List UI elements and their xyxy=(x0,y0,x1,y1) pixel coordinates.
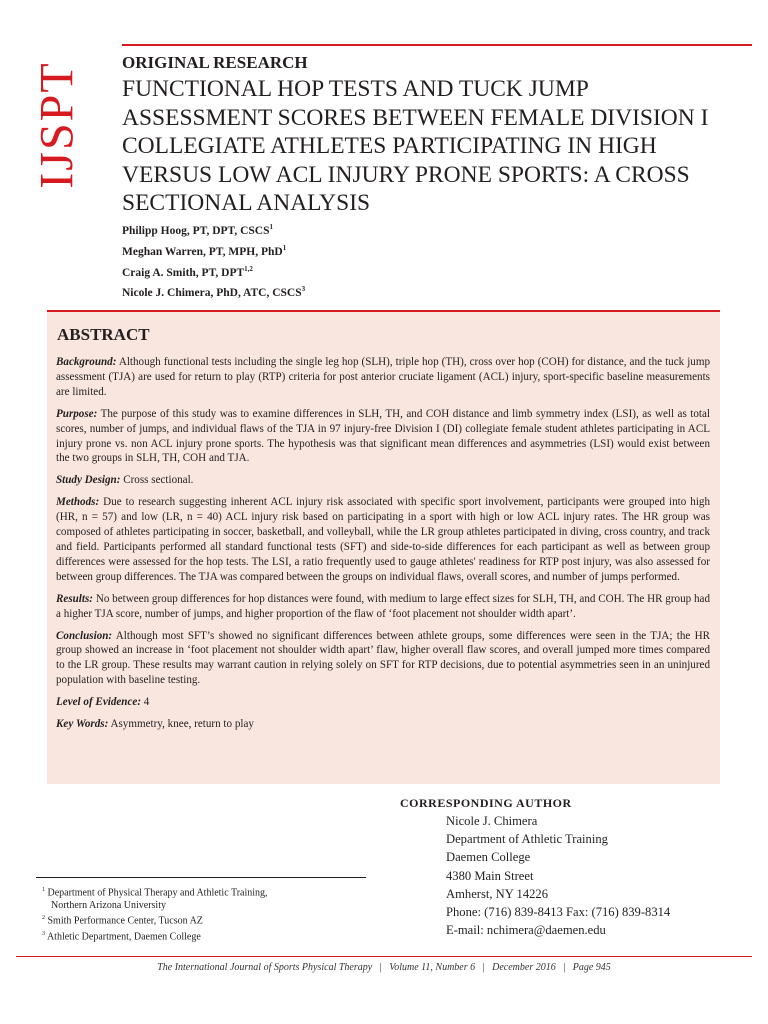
abstract-results: Results: No between group differences for hop distances were found, with medium to large effect sizes for SLH, TH, and COH. The HR group had a higher TJA score, number of jumps, and higher proportion of the flaw of ‘foot placement not shoulder width apart’. xyxy=(56,592,710,620)
address-line: Daemen College xyxy=(446,850,531,865)
footer-date: December 2016 xyxy=(492,962,556,973)
abstract-conclusion: Conclusion: Although most SFT’s showed no significant differences between athlete groups, some differences were seen in the TJA; the HR group showed an increase in ‘foot placement not shoulder width apart’ flaw, higher overall flaw scores, and overall jumped more times compared to the LR group. These results may warrant caution in relying solely on SFT for RTP decisions, due to potential asymmetries seen in an uninjured population with baseline testing. xyxy=(56,629,710,687)
footnote-rule xyxy=(36,877,366,878)
address-line: Nicole J. Chimera xyxy=(446,814,538,828)
footer-separator: | xyxy=(379,962,382,973)
footer-page: Page 945 xyxy=(572,962,611,973)
abstract-level-of-evidence: Level of Evidence: 4 xyxy=(56,696,150,709)
journal-logo xyxy=(30,60,84,190)
abstract-purpose: Purpose: The purpose of this study was to examine differences in SLH, TH, and COH distance and limb symmetry index (LSI), as well as total scores, number of jumps, and individual flaws of the TJA in 97 injury-free Division I (DI) collegiate female student athletes participating in ACL injury prone vs. non ACL injury prone sports. The hypothesis was that significant mean differences and asymmetries (LSI) would exist between the two groups in SLH, TH, COH and TJA. xyxy=(56,407,710,465)
author-item: Nicole J. Chimera, PhD, ATC, CSCS$^3$ xyxy=(122,285,306,300)
author-item: Meghan Warren, PT, MPH, PhD$^1$ xyxy=(122,243,287,258)
corresponding-author-heading: CORRESPONDING AUTHOR xyxy=(400,796,572,810)
address-line: Phone: (716) 839-8413 Fax: (716) 839-8314 xyxy=(446,905,671,920)
section-label: ORIGINAL RESEARCH xyxy=(122,53,308,72)
address-line: 4380 Main Street xyxy=(446,868,534,883)
abstract-heading: ABSTRACT xyxy=(57,325,150,344)
footnote-item: $^2$ Smith Performance Center, Tucson AZ xyxy=(42,915,203,927)
address-line: Amherst, NY 14226 xyxy=(446,886,549,901)
footnotes xyxy=(42,884,268,943)
email-line: E-mail: nchimera@daemen.edu xyxy=(446,923,606,938)
footnote-item: $^3$ Athletic Department, Daemen College xyxy=(42,930,201,942)
abstract-methods: Methods: Due to research suggesting inherent ACL injury risk associated with specific sport involvement, participants were grouped into high (HR, n = 57) and low (LR, n = 40) ACL injury risk based on participating in a sport with high or low ACL injury rates. The HR group was composed of athletes participating in soccer, basketball, and volleyball, while the LR group athletes participated in diving, cross country, and track and field. Participants performed all standard functional tests (SFT) and side-to-side differences for each participant as well as between group differences were assessed for the hop tests. The LSI, a ratio frequently used to gauge athletes' readiness for RTP post injury, was also assessed for between group differences. The TJA was compared between the groups on individual flaws, overall scores, and number of jumps performed. xyxy=(56,496,710,583)
address-line: Department of Athletic Training xyxy=(446,832,608,847)
footer-journal: The International Journal of Sports Physical Therapy xyxy=(157,962,373,973)
author-list xyxy=(122,219,305,302)
footer-rule xyxy=(16,956,752,957)
article-title: FUNCTIONAL HOP TESTS AND TUCK JUMP ASSESSMENT SCORES BETWEEN FEMALE DIVISION I COLLEGIATE ATHLETES PARTICIPATING IN HIGH VERSUS LOW ACL INJURY PRONE SPORTS: A CROSS SECTIONAL ANALYSIS xyxy=(122,76,709,216)
page-footer xyxy=(0,962,768,973)
abstract-background: Background: Although functional tests including the single leg hop (SLH), triple hop (TH), cross over hop (COH) for distance, and the tuck jump assessment (TJA) are used for return to play (RTP) criteria for post anterior cruciate ligament (ACL) injury, sport-specific baseline measurements are limited. xyxy=(56,356,710,398)
abstract-study-design: Study Design: Cross sectional. xyxy=(56,474,194,487)
footer-separator: | xyxy=(563,962,566,973)
header-rule xyxy=(122,44,752,46)
footer-volume: Volume 11, Number 6 xyxy=(389,962,476,973)
author-item: Philipp Hoog, PT, DPT, CSCS$^1$ xyxy=(122,223,274,237)
abstract-key-words: Key Words: Asymmetry, knee, return to play xyxy=(56,718,254,731)
corresponding-author-address xyxy=(446,812,670,939)
footnote-item: $^1$ Department of Physical Therapy and Athletic Training, xyxy=(42,887,268,899)
abstract-box xyxy=(47,310,720,784)
journal-mark-text: IJSPT xyxy=(30,61,84,189)
footnote-item: Northern Arizona University xyxy=(51,900,166,912)
footer-separator: | xyxy=(482,962,485,973)
author-item: Craig A. Smith, PT, DPT$^{1,2}$ xyxy=(122,264,253,279)
